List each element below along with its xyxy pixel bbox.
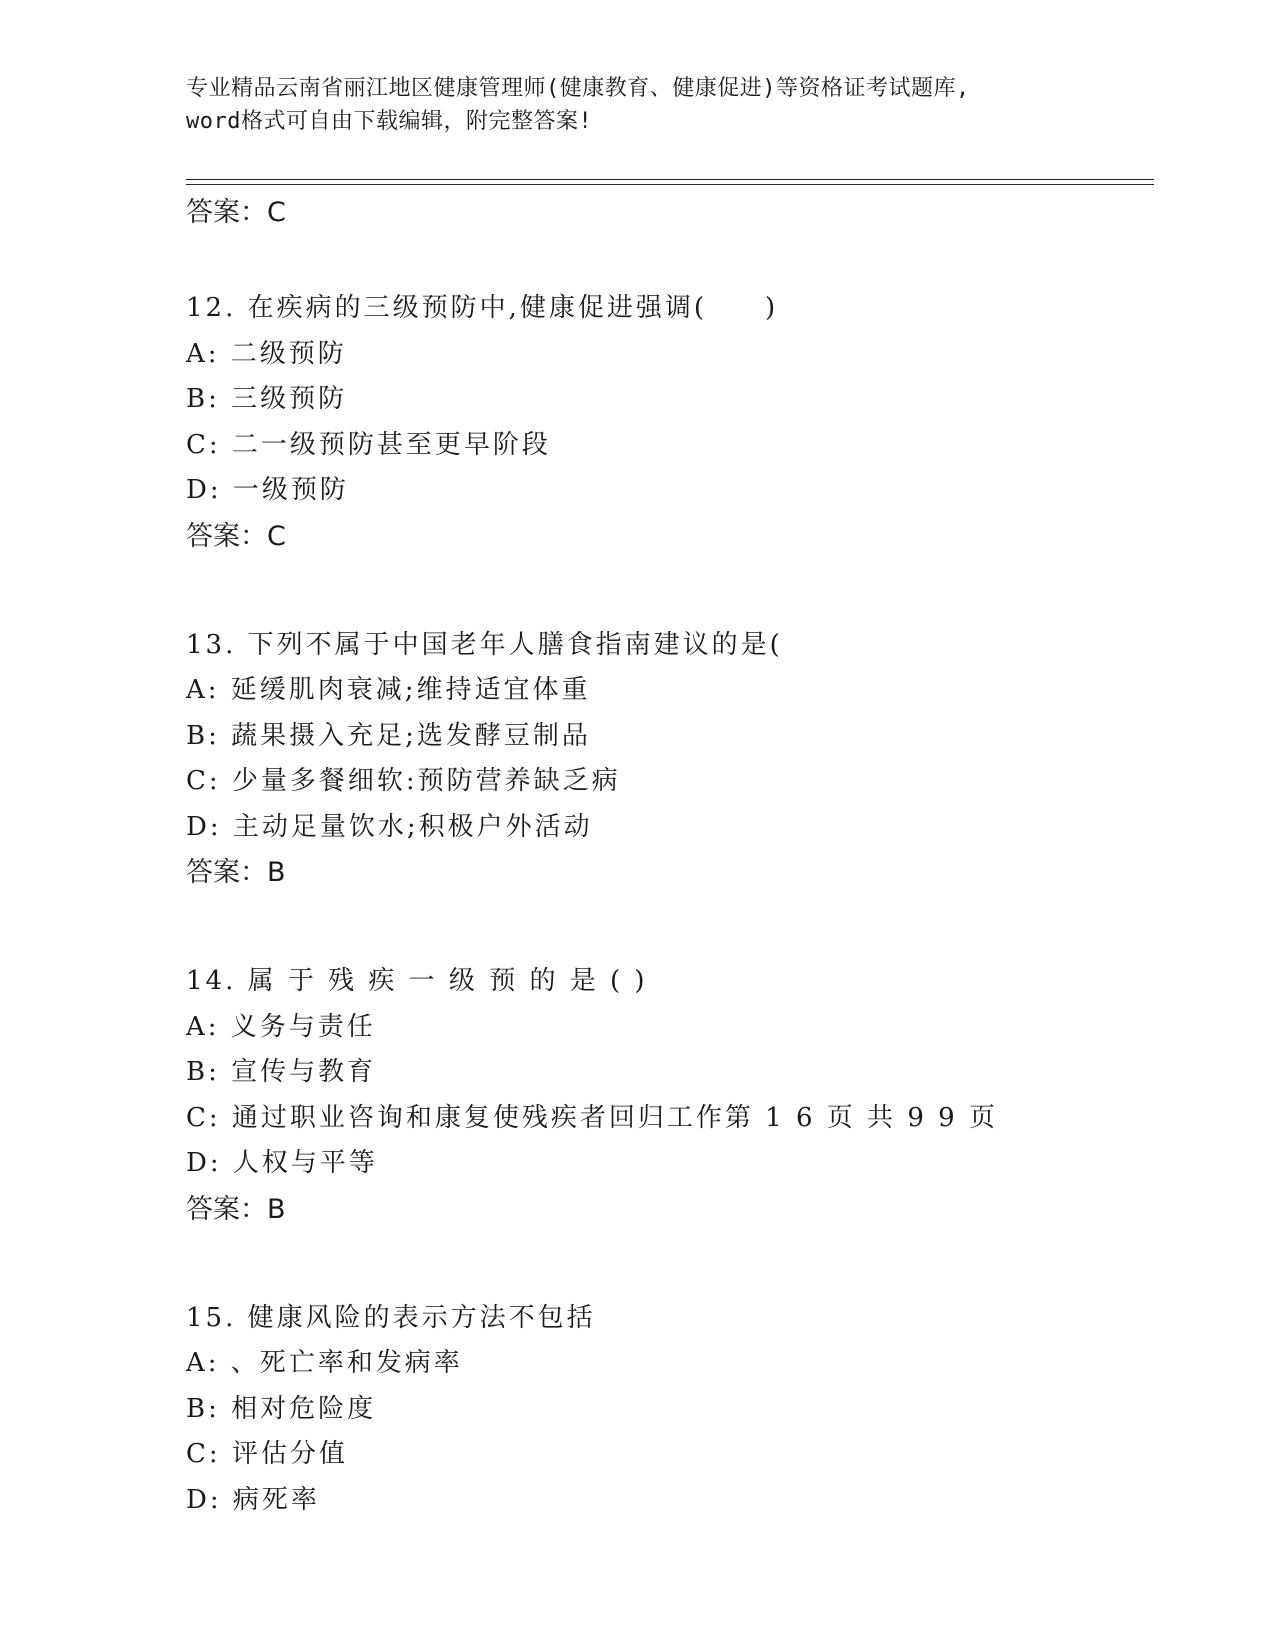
question-14 — [186, 959, 1154, 1233]
question-stem: 12. 在疾病的三级预防中,健康促进强调( ) — [186, 293, 779, 323]
header-rule-top — [186, 179, 1154, 180]
question-stem: 13. 下列不属于中国老年人膳食指南建议的是( — [186, 629, 783, 660]
option-a: A: 、死亡率和发病率 — [186, 1348, 463, 1378]
option-d: D: 人权与平等 — [186, 1148, 378, 1178]
option-a: A: 义务与责任 — [186, 1011, 376, 1042]
option-c: C: 通过职业咨询和康复使残疾者回归工作第 1 6 页 共 9 9 页 — [186, 1102, 998, 1133]
option-d: D: 一级预防 — [186, 475, 349, 505]
option-c: C: 少量多餐细软:预防营养缺乏病 — [186, 766, 621, 796]
question-12 — [186, 286, 1154, 560]
option-a: A: 二级预防 — [186, 338, 347, 369]
answer: 答案：B — [186, 857, 286, 888]
option-a: A: 延缓肌肉衰减;维持适宜体重 — [186, 675, 591, 705]
option-b: B: 蔬果摄入充足;选发酵豆制品 — [186, 720, 591, 751]
document-body — [186, 190, 1154, 1523]
document-header — [186, 72, 1086, 138]
question-stem: 15. 健康风险的表示方法不包括 — [186, 1302, 596, 1333]
question-13 — [186, 623, 1154, 897]
header-rule-bottom — [186, 184, 1154, 185]
option-c: C: 二一级预防甚至更早阶段 — [186, 429, 551, 460]
option-c: C: 评估分值 — [186, 1439, 348, 1469]
answer: 答案：C — [186, 520, 286, 552]
option-d: D: 病死率 — [186, 1484, 320, 1515]
option-b: B: 三级预防 — [186, 384, 348, 414]
question-stem: 14. 属 于 残 疾 一 级 预 的 是 ( ) — [186, 966, 648, 996]
header-line-2: word格式可自由下载编辑，附完整答案! — [186, 109, 593, 134]
previous-answer: 答案：C — [186, 197, 286, 228]
option-d: D: 主动足量饮水;积极户外活动 — [186, 811, 593, 842]
answer: 答案：B — [186, 1193, 286, 1225]
option-b: B: 相对危险度 — [186, 1393, 377, 1424]
question-15 — [186, 1296, 1154, 1524]
option-b: B: 宣传与教育 — [186, 1057, 377, 1087]
header-line-1: 专业精品云南省丽江地区健康管理师(健康教育、健康促进)等资格证考试题库, — [186, 76, 970, 101]
